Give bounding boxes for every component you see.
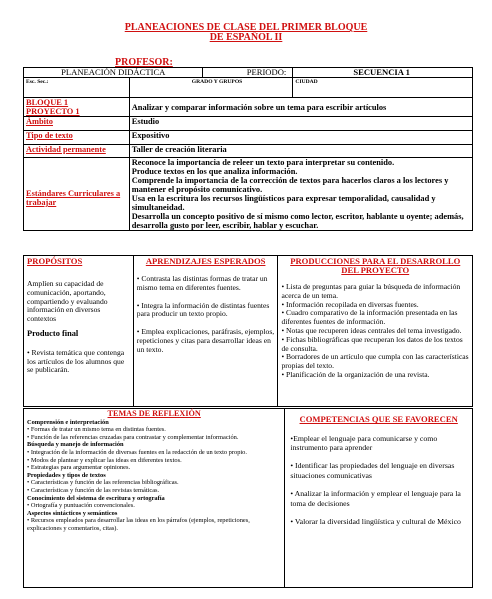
competencia-item: •Emplear el lenguaje para comunicarse y como instrumento para aprender xyxy=(290,433,438,452)
aprendizaje-item: • Emplea explicaciones, paráfrasis, ejemplos, repeticiones y citas para desarrollar ideas en un texto. xyxy=(136,327,275,354)
producciones-cell xyxy=(278,256,473,407)
secuencia-label: SECUENCIA 1 xyxy=(353,67,410,77)
ambito-label: Ámbito xyxy=(24,117,130,131)
temas-item: • Modos de plantear y explicar las ideas en diferentes textos. xyxy=(27,456,182,464)
produccion-item: • Planificación de la organización de una revista. xyxy=(281,369,430,379)
ciudad-cell xyxy=(293,78,473,98)
temas-item: • Características y función de las revistas temáticas. xyxy=(27,486,160,494)
ambito-value: Estudio xyxy=(129,117,472,131)
producto-final-text: • Revista temática que contenga los artículos de los alumnos que se publicarán. xyxy=(27,347,125,375)
producto-final-heading: Producto final xyxy=(27,328,79,338)
bloque-label: BLOQUE 1 xyxy=(26,98,69,107)
competencia-item: • Analizar la información y emplear el lenguaje para la toma de decisiones xyxy=(290,489,461,508)
propositos-table xyxy=(23,255,473,407)
esc-sec-cell xyxy=(24,78,130,98)
planning-header-table xyxy=(23,67,473,231)
temas-competencias-table xyxy=(23,408,473,588)
aprendizajes-heading: APRENDIZAJES ESPERADOS xyxy=(145,256,266,266)
planeacion-label: PLANEACIÓN DIDÁCTICA xyxy=(61,67,166,77)
aprendizaje-item: • Contrasta las distintas formas de tratar un mismo tema en diferentes fuentes. xyxy=(136,274,268,292)
actividad-value: Taller de creación literaria xyxy=(129,145,472,158)
aprendizajes-cell xyxy=(133,256,278,407)
propositos-text: Amplíen su capacidad de comunicación, aportando, compartiendo y evaluando información en diversos contextos xyxy=(27,279,108,324)
temas-item: • Integración de la información de diversas fuentes en la redacción de un texto propio. xyxy=(27,448,247,456)
bloque-proyecto-cell xyxy=(24,98,130,117)
proyecto-value: Analizar y comparar información sobre un tema para escribir artículos xyxy=(129,98,472,117)
competencia-item: • Identificar las propiedades del lenguaje en diversas situaciones comunicativas xyxy=(290,461,455,480)
periodo-label: PERIODO: xyxy=(246,67,287,77)
producciones-heading: PRODUCCIONES PARA EL DESARROLLO DEL PROYECTO xyxy=(290,256,461,275)
temas-item: • Estrategias para argumentar opiniones. xyxy=(27,464,131,472)
tipo-texto-value: Expositivo xyxy=(129,131,472,145)
produccion-item: • Cuadro comparativo de la información presentada en las diferentes fuentes de información. xyxy=(281,308,458,327)
produccion-item: • Información recopilada en diversas fuentes. xyxy=(281,299,419,309)
temas-item: • Ortografía y puntuación convencionales. xyxy=(27,502,135,510)
planeacion-cell xyxy=(24,68,203,78)
estandar-item: Reconoce la importancia de releer un texto para interpretar su contenido. xyxy=(131,158,395,167)
produccion-item: • Lista de preguntas para guiar la búsqueda de información acerca de un tema. xyxy=(281,282,461,300)
periodo-cell xyxy=(203,68,293,78)
temas-cell xyxy=(24,409,285,588)
competencias-cell xyxy=(285,409,473,588)
temas-section-title: Aspectos sintácticos y semánticos xyxy=(27,509,118,517)
temas-section-title: Búsqueda y manejo de información xyxy=(27,441,124,449)
grado-cell xyxy=(129,78,293,98)
produccion-item: • Fichas bibliográficas que recuperan los datos de los textos de consulta. xyxy=(281,334,463,353)
grado-grupos-label: GRADO Y GRUPOS xyxy=(191,79,243,85)
temas-item: • Características y función de las referencias bibliográficas. xyxy=(27,479,179,487)
proyecto-label: PROYECTO 1 xyxy=(26,107,80,116)
temas-section-title: Propiedades y tipos de textos xyxy=(27,471,106,479)
temas-item: • Función de las referencias cruzadas para contrastar y complementar información. xyxy=(27,433,239,441)
temas-heading: TEMAS DE REFLEXIÓN xyxy=(107,409,201,418)
estandares-label: Estándares Curriculares a trabajar xyxy=(24,158,130,231)
competencia-item: • Valorar la diversidad lingüística y cultural de México xyxy=(290,517,461,527)
temas-item: • Recursos empleados para desarrollar las ideas en los párrafos (ejemplos, repeticiones, explicaciones y comentarios, citas). xyxy=(27,517,250,532)
ciudad-label: CIUDAD xyxy=(295,79,318,85)
esc-sec-label: Esc. Sec.: xyxy=(26,79,49,85)
profesor-label: PROFESOR: xyxy=(115,57,173,68)
estandar-item: Desarrolla un concepto positivo de sí mismo como lector, escritor, hablante u oyente; además, desarrolla gusto por leer, escribir, hablar y escuchar. xyxy=(131,212,464,230)
actividad-label: Actividad permanente xyxy=(24,145,130,158)
tipo-texto-label: Tipo de texto xyxy=(24,131,130,145)
estandar-item: Usa en la escritura los recursos lingüísticos para expresar temporalidad, causalidad y simultaneidad. xyxy=(131,194,436,212)
competencias-heading: COMPETENCIAS QUE SE FAVORECEN xyxy=(299,414,458,424)
aprendizaje-item: • Integra la información de distintas fuentes para producir un texto propio. xyxy=(136,300,270,319)
estandar-item: Produce textos en los que analiza información. xyxy=(131,167,298,176)
document-title-line1: PLANEACIONES DE CLASE DEL PRIMER BLOQUE xyxy=(124,22,368,33)
temas-item: • Formas de tratar un mismo tema en distintas fuentes. xyxy=(27,426,166,434)
produccion-item: • Notas que recuperen ideas centrales del tema investigado. xyxy=(281,325,462,335)
temas-section-title: Comprensión e interpretación xyxy=(27,418,109,426)
produccion-item: • Borradores de un artículo que cumpla con las características propias del texto. xyxy=(281,352,469,371)
propositos-cell xyxy=(24,256,134,407)
secuencia-cell xyxy=(293,68,473,78)
estandares-cell xyxy=(129,158,472,231)
document-title-line2: DE ESPAÑOL II xyxy=(209,32,283,43)
estandar-item: Comprende la importancia de la corrección de textos para hacerlos claros a los lectores y mantener el propósito comunicativo. xyxy=(131,176,449,194)
temas-section-title: Conocimiento del sistema de escritura y ortografía xyxy=(27,494,165,502)
propositos-heading: PROPÓSITOS xyxy=(27,256,83,266)
